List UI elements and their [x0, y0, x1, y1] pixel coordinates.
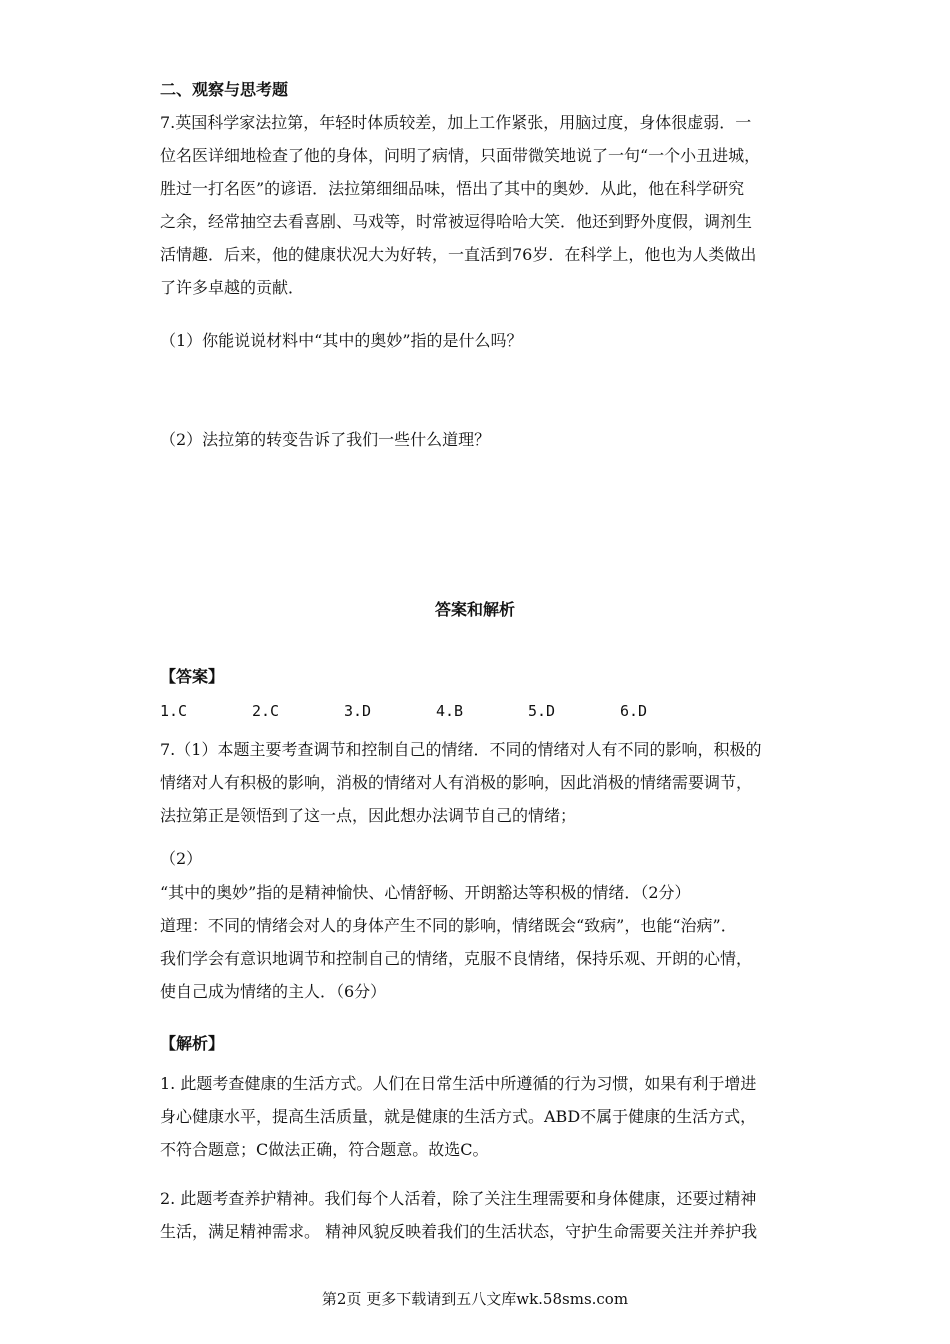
text-line: 7.英国科学家法拉第，年轻时体质较差，加上工作紧张，用脑过度，身体很虚弱．一 — [160, 113, 752, 132]
choice-answer: 1.C — [160, 702, 188, 720]
answer-7-part2 — [160, 876, 800, 1008]
text-line: 胜过一打名医”的谚语．法拉第细细品味，悟出了其中的奥妙．从此，他在科学研究 — [160, 179, 745, 198]
text-line: 位名医详细地检查了他的身体，问明了病情，只面带微笑地说了一句“一个小丑进城， — [160, 146, 761, 165]
answer-7-part2-label: （2） — [160, 849, 203, 868]
text-line: 法拉第正是领悟到了这一点，因此想办法调节自己的情绪； — [160, 806, 577, 825]
text-line: 1. 此题考查健康的生活方式。人们在日常生活中所遵循的行为习惯，如果有利于增进 — [160, 1074, 757, 1093]
text-line: 生活，满足精神需求。 精神风貌反映着我们的生活状态，守护生命需要关注并养护我 — [160, 1222, 758, 1241]
sub-question-1: （1）你能说说材料中“其中的奥妙”指的是什么吗？ — [160, 331, 523, 350]
text-line: 道理：不同的情绪会对人的身体产生不同的影响，情绪既会“致病”，也能“治病”． — [160, 916, 737, 935]
text-line: 7.（1）本题主要考查调节和控制自己的情绪．不同的情绪对人有不同的影响，积极的 — [160, 740, 762, 759]
text-line: 不符合题意；C做法正确，符合题意。故选C。 — [160, 1140, 489, 1159]
text-line: 我们学会有意识地调节和控制自己的情绪，克服不良情绪，保持乐观、开朗的心情， — [160, 949, 753, 968]
analysis-heading: 【解析】 — [160, 1034, 225, 1053]
text-line: 使自己成为情绪的主人．（6分） — [160, 982, 387, 1001]
choice-answer: 5.D — [528, 702, 556, 720]
text-line: 2. 此题考查养护精神。我们每个人活着，除了关注生理需要和身体健康，还要过精神 — [160, 1189, 757, 1208]
choice-answer: 6.D — [620, 702, 648, 720]
text-line: 身心健康水平，提高生活质量，就是健康的生活方式。ABD不属于健康的生活方式， — [160, 1107, 757, 1126]
answer-7-part1 — [160, 733, 800, 832]
answers-title: 答案和解析 — [434, 600, 515, 619]
sub-question-2: （2）法拉第的转变告诉了我们一些什么道理？ — [160, 430, 491, 449]
text-line: “其中的奥妙”指的是精神愉快、心情舒畅、开朗豁达等积极的情绪．（2分） — [160, 883, 691, 902]
text-line: 情绪对人有积极的影响，消极的情绪对人有消极的影响，因此消极的情绪需要调节， — [160, 773, 753, 792]
text-line: 之余，经常抽空去看喜剧、马戏等，时常被逗得哈哈大笑．他还到野外度假，调剂生 — [160, 212, 753, 231]
analysis-2 — [160, 1182, 800, 1248]
choice-answer: 2.C — [252, 702, 280, 720]
text-line: 活情趣．后来，他的健康状况大为好转，一直活到76岁．在科学上，他也为人类做出 — [160, 245, 757, 264]
page-footer: 第2页 更多下载请到五八文库wk.58sms.com — [321, 1290, 629, 1308]
section-heading: 二、观察与思考题 — [160, 80, 289, 99]
question-7-text — [160, 106, 800, 304]
analysis-1 — [160, 1067, 800, 1166]
answer-heading: 【答案】 — [160, 667, 225, 686]
text-line: 了许多卓越的贡献． — [160, 278, 305, 297]
choice-answer: 4.B — [436, 702, 464, 720]
choice-answer: 3.D — [344, 702, 372, 720]
